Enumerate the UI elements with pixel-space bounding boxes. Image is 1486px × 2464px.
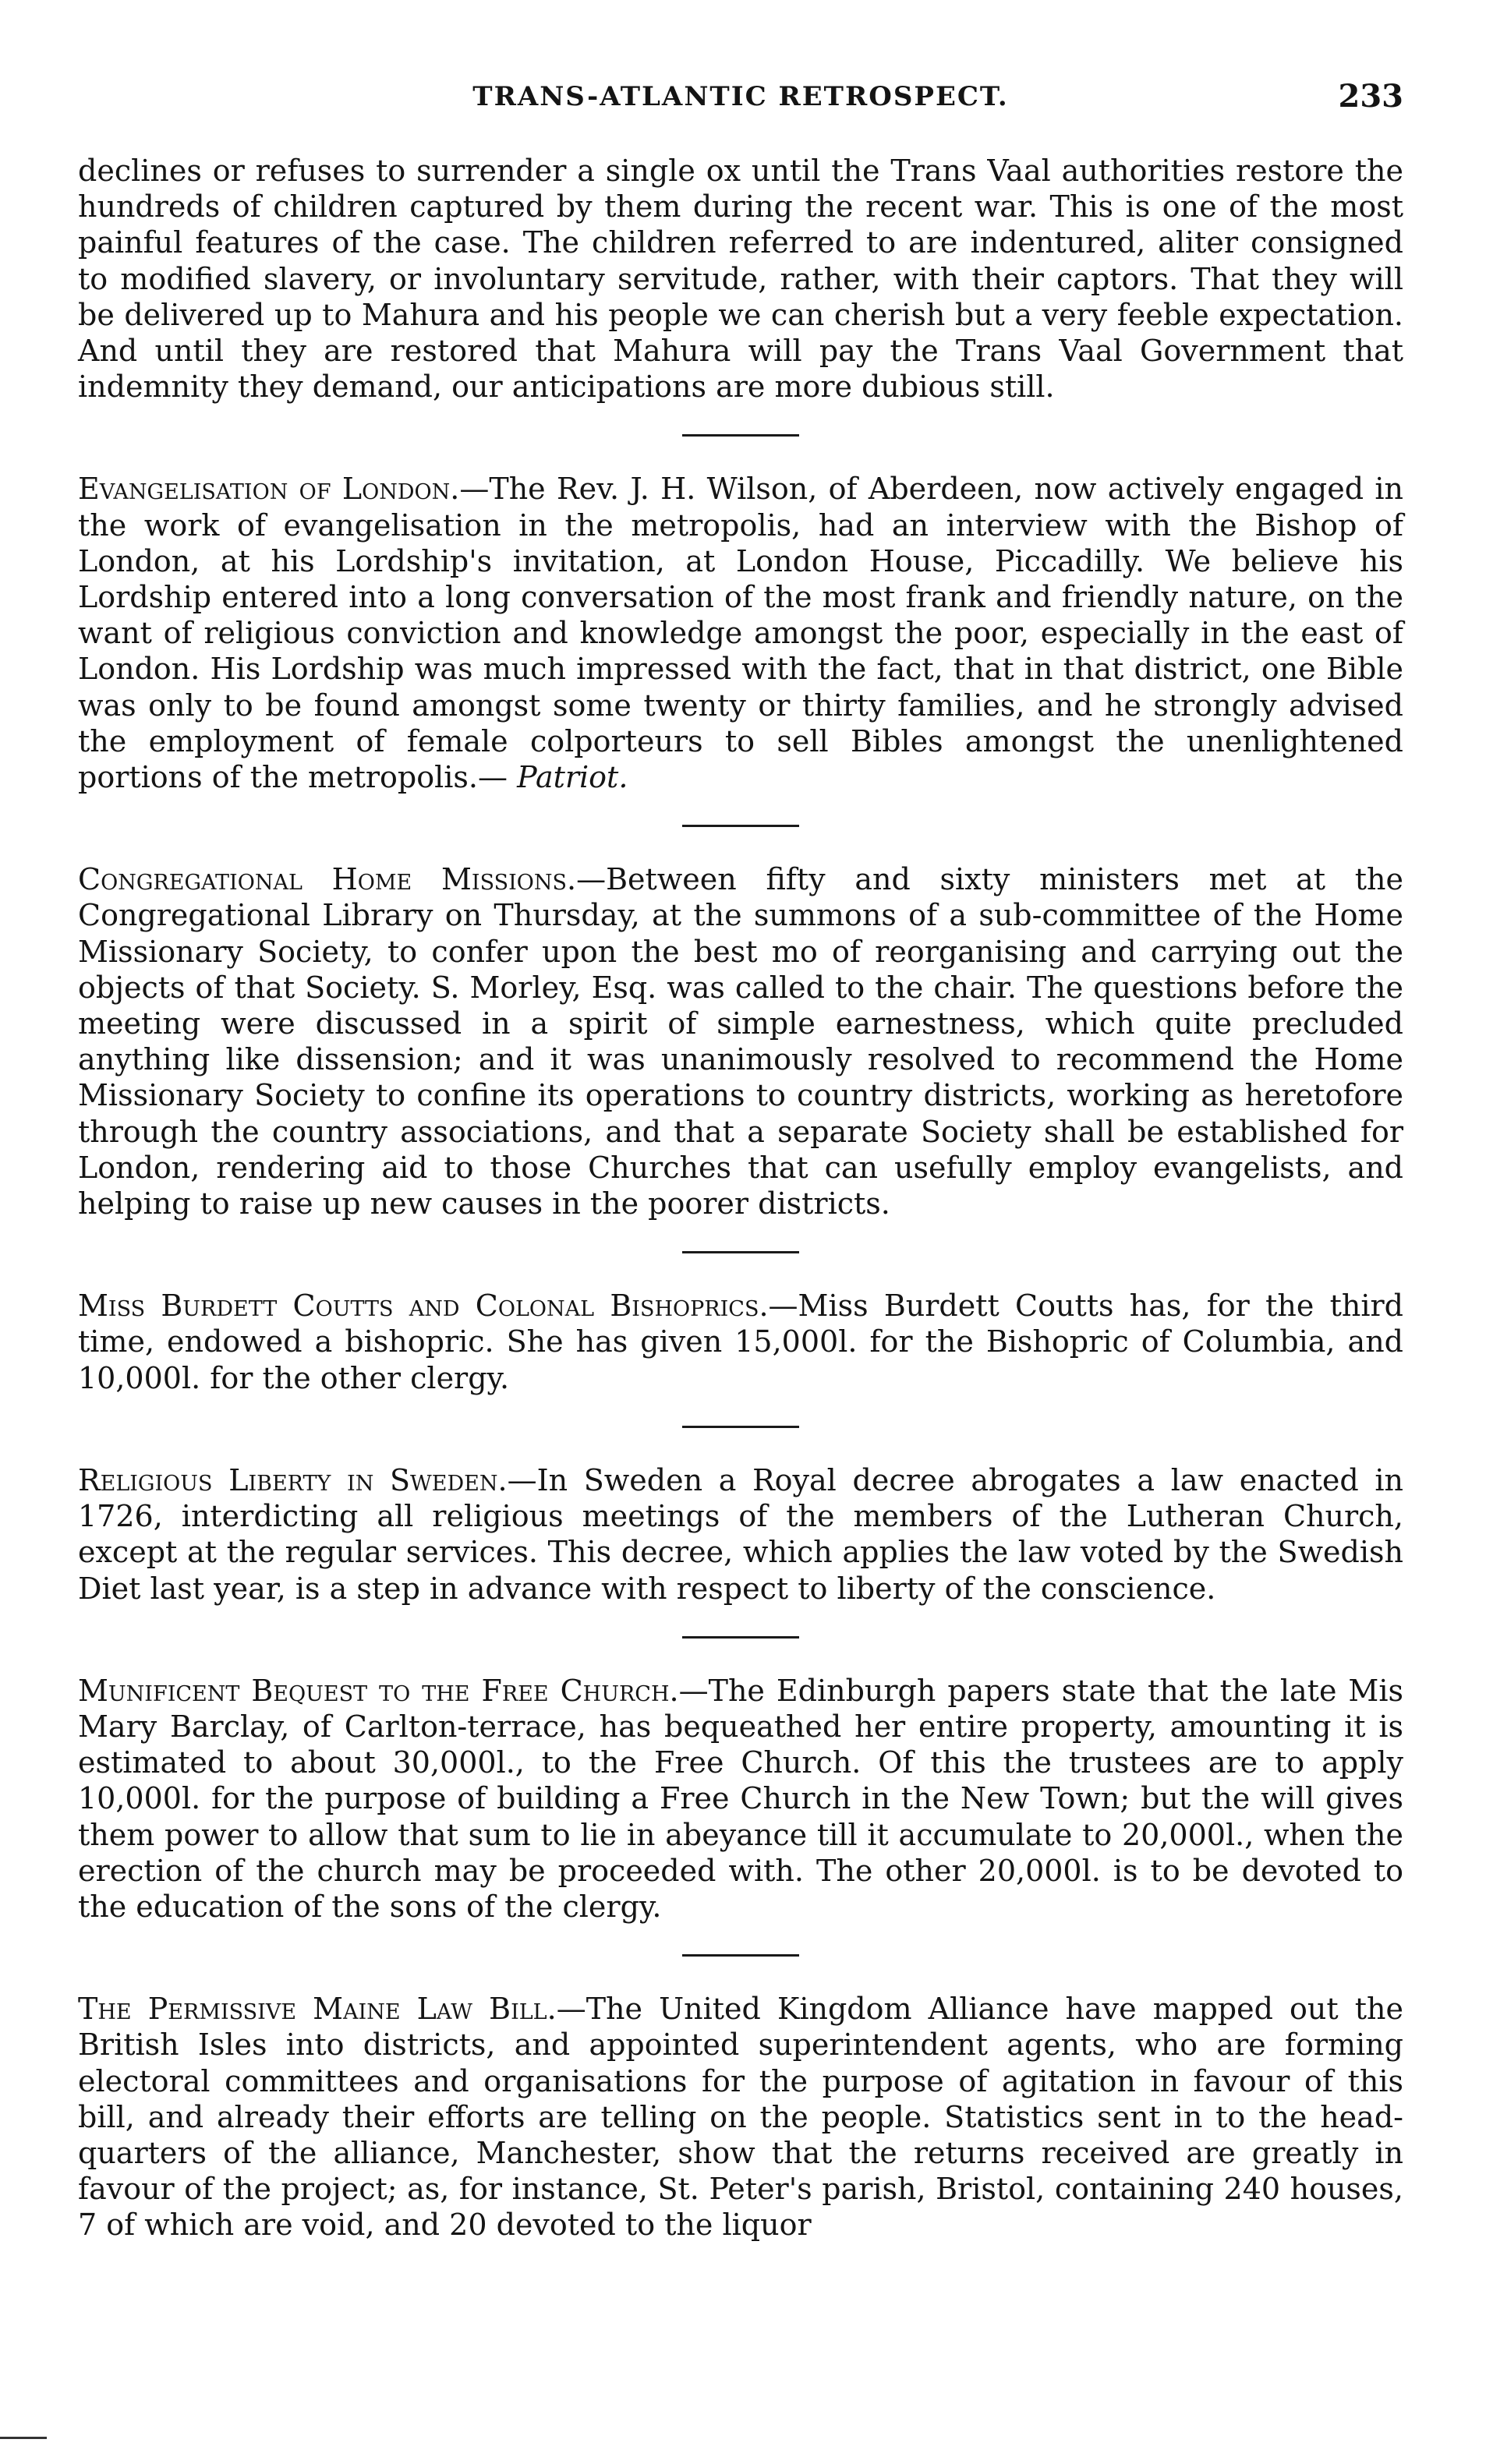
section-divider: [682, 1954, 799, 1957]
running-head-title: TRANS-ATLANTIC RETROSPECT.: [472, 81, 1009, 112]
article-body: —The Edinburgh papers state that the late Mis Mary Barclay, of Carlton-terrace, has bequeathed her entire property, amounting it is estimated to about 30,000l., to the Free Church. Of this the trustees are to apply 10,000l. for the purpose of building a Free Church in the New Town; but the will gives them power to allow that sum to lie in abeyance till it accumulate to 20,000l., when the erection of the church may be proceeded with. The other 20,000l. is to be devoted to the education of the sons of the clergy.: [78, 1673, 1403, 1924]
article-body: —Between fifty and sixty ministers met at the Congregational Library on Thursday, at the summons of a sub-committee of the Home Missionary Society, to confer upon the best mo of reorganising and carrying out the objects of that Society. S. Morley, Esq. was called to the chair. The questions before the meeting were discussed in a spirit of simple earnestness, which quite precluded anything like dissension; and it was unanimously resolved to recommend the Home Missionary Society to confine its operations to country districts, working as heretofore through the country associations, and that a separate Society shall be established for London, rendering aid to those Churches that can usefully employ evangelists, and helping to raise up new causes in the poorer districts.: [78, 862, 1403, 1221]
article-body: —The Rev. J. H. Wilson, of Aberdeen, now actively engaged in the work of evangelisation in the metropolis, had an interview with the Bishop of London, at his Lordship's invitation, at London House, Piccadilly. We believe his Lordship entered into a long conversation of the most frank and friendly nature, on the want of religious conviction and knowledge amongst the poor, especially in the east of London. His Lordship was much impressed with the fact, that in that district, one Bible was only to be found amongst some twenty or thirty families, and he strongly advised the employment of female colporteurs to sell Bibles amongst the unenlightened portions of the metropolis.—: [78, 472, 1403, 795]
article-congregational-home-missions: [78, 861, 1403, 1221]
article-munificent-bequest: [78, 1673, 1403, 1925]
running-head: [78, 75, 1403, 122]
article-heading: Congregational Home Missions.: [78, 862, 577, 897]
scan-edge-mark: [0, 2437, 47, 2439]
page-body: [78, 153, 1403, 2243]
article-religious-liberty-sweden: [78, 1462, 1403, 1607]
article-permissive-maine-law: [78, 1991, 1403, 2243]
section-divider: [682, 1426, 799, 1428]
article-heading: Religious Liberty in Sweden.: [78, 1462, 508, 1497]
section-divider: [682, 434, 799, 437]
page-number: 233: [1338, 78, 1403, 115]
article-body: —Miss Burdett Coutts has, for the third time, endowed a bishopric. She has given 15,000l. for the Bishopric of Columbia, and 10,000l. for the other clergy.: [78, 1289, 1403, 1395]
article-evangelisation-of-london: [78, 471, 1403, 795]
article-source: Patriot.: [517, 760, 628, 795]
article-heading: Evangelisation of London.: [78, 472, 460, 507]
section-divider: [682, 1636, 799, 1639]
continuation-paragraph: declines or refuses to surrender a single ox until the Trans Vaal authorities restore the hundreds of children captured by them during the recent war. This is one of the most painful features of the case. The children referred to are indentured, aliter consigned to modified slavery, or involuntary servitude, rather, with their captors. That they will be delivered up to Mahura and his people we can cherish but a very feeble expectation. And until they are restored that Mahura will pay the Trans Vaal Government that indemnity they demand, our anticipations are more dubious still.: [78, 154, 1403, 405]
section-divider: [682, 825, 799, 827]
article-heading: The Permissive Maine Law Bill.: [78, 1992, 557, 2027]
article-body: —In Sweden a Royal decree abrogates a law enacted in 1726, interdicting all religious meetings of the members of the Lutheran Church, except at the regular services. This decree, which applies the law voted by the Swedish Diet last year, is a step in advance with respect to liberty of the conscience.: [78, 1462, 1403, 1606]
article-body: —The United Kingdom Alliance have mapped out the British Isles into districts, and appointed superintendent agents, who are forming electoral committees and organisations for the purpose of agitation in favour of this bill, and already their efforts are telling on the people. Statistics sent in to the head-quarters of the alliance, Manchester, show that the returns received are greatly in favour of the project; as, for instance, St. Peter's parish, Bristol, containing 240 houses, 7 of which are void, and 20 devoted to the liquor: [78, 1992, 1403, 2243]
article-burdett-coutts-bishoprics: [78, 1288, 1403, 1396]
section-divider: [682, 1251, 799, 1253]
article-heading: Miss Burdett Coutts and Colonal Bishoprics.: [78, 1289, 769, 1324]
article-heading: Munificent Bequest to the Free Church.: [78, 1673, 679, 1708]
